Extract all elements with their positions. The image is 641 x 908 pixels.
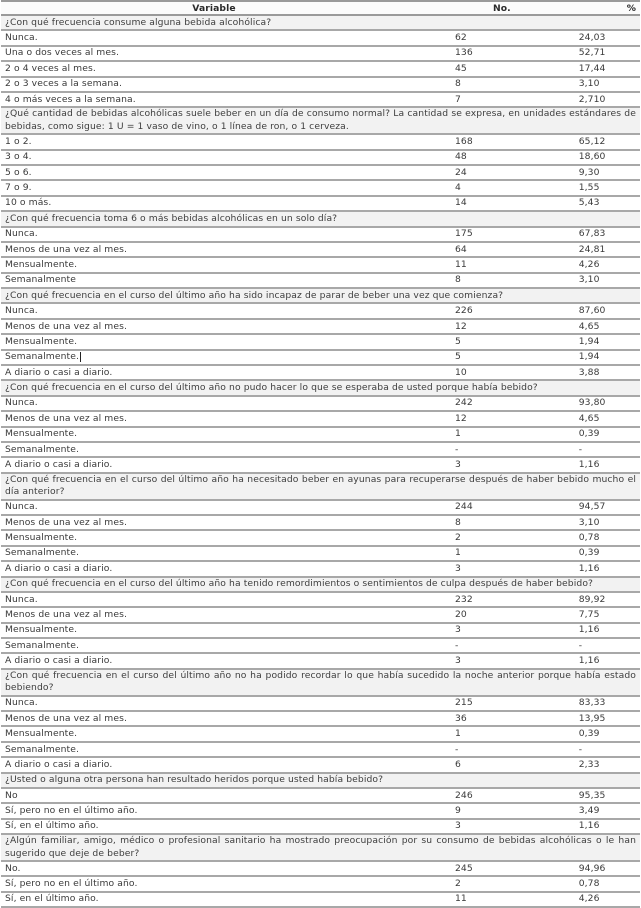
answer-count: 20 [427, 607, 557, 622]
answer-label [1, 257, 427, 272]
answer-count: 3 [427, 623, 557, 638]
answer-label [1, 442, 427, 457]
answer-count: 242 [427, 396, 557, 411]
answer-count: 24 [427, 165, 557, 180]
answer-count: 3 [427, 457, 557, 472]
answer-label [1, 30, 427, 45]
answer-count: 6 [427, 757, 557, 772]
answer-percent: 1,16 [557, 457, 640, 472]
answer-percent: - [557, 442, 640, 457]
answer-label-text: Nunca. [5, 501, 38, 513]
answer-label-text: Sí, en el último año. [5, 820, 99, 832]
answer-percent: 52,71 [557, 46, 640, 61]
answer-percent: - [557, 742, 640, 757]
answer-row [1, 696, 640, 711]
answer-row [1, 92, 640, 107]
answer-count: 11 [427, 257, 557, 272]
answer-label [1, 227, 427, 242]
answer-label-text: 3 o 4. [5, 151, 32, 163]
answer-count: 168 [427, 134, 557, 149]
answer-label [1, 607, 427, 622]
answer-percent: 18,60 [557, 150, 640, 165]
answer-count: 48 [427, 150, 557, 165]
answer-label-text: A diario o casi a diario. [5, 758, 113, 770]
question-text: ¿Con qué frecuencia consume alguna bebida alcohólica? [1, 15, 640, 30]
answer-count: 1 [427, 427, 557, 442]
answer-label [1, 653, 427, 668]
answer-label-text: Una o dos veces al mes. [5, 47, 120, 59]
answer-label-text: 5 o 6. [5, 166, 32, 178]
answer-row [1, 742, 640, 757]
answer-label-text: Nunca. [5, 397, 38, 409]
answer-count: 45 [427, 61, 557, 76]
answer-label-text: Semanalmente [5, 274, 76, 286]
answer-label [1, 623, 427, 638]
answer-label [1, 150, 427, 165]
answer-label-text: Mensualmente. [5, 258, 78, 270]
answer-label-text: Menos de una vez al mes. [5, 712, 127, 724]
answer-label [1, 134, 427, 149]
answer-label-text: Menos de una vez al mes. [5, 243, 127, 255]
answer-percent: 1,94 [557, 334, 640, 349]
answer-row [1, 350, 640, 365]
question-text: ¿Con qué frecuencia toma 6 o más bebidas alcohólicas en un solo día? [1, 211, 640, 226]
answer-count: 246 [427, 788, 557, 803]
answer-percent: - [557, 638, 640, 653]
question-row [1, 211, 640, 226]
answer-label-text: A diario o casi a diario. [5, 366, 113, 378]
answer-label [1, 530, 427, 545]
answer-row [1, 150, 640, 165]
answer-row [1, 500, 640, 515]
question-row [1, 15, 640, 30]
answer-count: 1 [427, 726, 557, 741]
answer-row [1, 515, 640, 530]
answer-label-text: 7 o 9. [5, 182, 32, 194]
answer-count: 4 [427, 180, 557, 195]
answer-percent: 0,39 [557, 546, 640, 561]
answer-count: 215 [427, 696, 557, 711]
question-row [1, 107, 640, 134]
answer-label [1, 546, 427, 561]
survey-results-table [1, 0, 640, 908]
answer-label [1, 196, 427, 211]
answer-label [1, 273, 427, 288]
answer-percent: 3,49 [557, 803, 640, 818]
answer-row [1, 638, 640, 653]
answer-label [1, 638, 427, 653]
answer-label [1, 457, 427, 472]
answer-label-text: Sí, pero no en el último año. [5, 878, 138, 890]
answer-count: 3 [427, 819, 557, 834]
answer-count: 11 [427, 892, 557, 907]
question-row [1, 577, 640, 592]
answer-percent: 3,10 [557, 515, 640, 530]
question-text: ¿Algún familiar, amigo, médico o profesional sanitario ha mostrado preocupación por su consumo de bebidas alcohólicas o le han sugerido que deje de beber? [1, 834, 640, 861]
answer-label [1, 726, 427, 741]
answer-label-text: Menos de una vez al mes. [5, 320, 127, 332]
answer-label-text: Semanalmente. [5, 547, 79, 559]
answer-percent: 87,60 [557, 303, 640, 318]
answer-percent: 4,65 [557, 319, 640, 334]
answer-label-text: Mensualmente. [5, 428, 78, 440]
answer-percent: 2,33 [557, 757, 640, 772]
answer-label-text: 1 o 2. [5, 135, 32, 147]
answer-label-text: Nunca. [5, 593, 38, 605]
answer-percent: 24,03 [557, 30, 640, 45]
answer-count: 8 [427, 273, 557, 288]
answer-row [1, 711, 640, 726]
answer-percent: 1,94 [557, 350, 640, 365]
answer-percent: 1,16 [557, 819, 640, 834]
answer-percent: 89,92 [557, 592, 640, 607]
answer-label [1, 757, 427, 772]
answer-label-text: No. [5, 862, 21, 874]
answer-row [1, 396, 640, 411]
answer-label [1, 61, 427, 76]
answer-percent: 3,10 [557, 77, 640, 92]
answer-count: 226 [427, 303, 557, 318]
answer-row [1, 757, 640, 772]
answer-percent: 4,26 [557, 257, 640, 272]
answer-count: 36 [427, 711, 557, 726]
answer-percent: 0,78 [557, 876, 640, 891]
answer-row [1, 530, 640, 545]
question-text: ¿Con qué frecuencia en el curso del último año ha necesitado beber en ayunas para recuperarse después de haber bebido mucho el día anterior? [1, 473, 640, 500]
question-text: ¿Usted o alguna otra persona han resultado heridos porque usted había bebido? [1, 773, 640, 788]
answer-label-text: Semanalmente. [5, 443, 79, 455]
answer-row [1, 273, 640, 288]
header-variable: Variable [1, 1, 427, 15]
answer-row [1, 257, 640, 272]
answer-count: 3 [427, 561, 557, 576]
answer-percent: 65,12 [557, 134, 640, 149]
answer-label [1, 46, 427, 61]
answer-label [1, 892, 427, 907]
answer-label-text: Semanalmente. [5, 639, 79, 651]
answer-row [1, 653, 640, 668]
answer-count: 245 [427, 861, 557, 876]
answer-label [1, 365, 427, 380]
answer-row [1, 623, 640, 638]
answer-count: 5 [427, 350, 557, 365]
header-pct: % [557, 1, 640, 15]
answer-label [1, 350, 427, 365]
table-body [1, 15, 640, 907]
answer-row [1, 592, 640, 607]
answer-count: 8 [427, 515, 557, 530]
answer-percent: 17,44 [557, 61, 640, 76]
answer-row [1, 607, 640, 622]
answer-percent: 67,83 [557, 227, 640, 242]
answer-row [1, 196, 640, 211]
answer-row [1, 546, 640, 561]
answer-row [1, 876, 640, 891]
question-row [1, 669, 640, 696]
answer-label-text: Nunca. [5, 228, 38, 240]
question-text: ¿Con qué frecuencia en el curso del último año no ha podido recordar lo que había sucedido la noche anterior porque había estado bebiendo? [1, 669, 640, 696]
answer-percent: 13,95 [557, 711, 640, 726]
answer-percent: 94,96 [557, 861, 640, 876]
answer-label [1, 592, 427, 607]
answer-label-text: Sí, pero no en el último año. [5, 805, 138, 817]
answer-count: 9 [427, 803, 557, 818]
answer-percent: 1,16 [557, 623, 640, 638]
answer-label [1, 696, 427, 711]
answer-label-text: Nunca. [5, 697, 38, 709]
answer-label-text: Menos de una vez al mes. [5, 412, 127, 424]
answer-label [1, 411, 427, 426]
answer-percent: 7,75 [557, 607, 640, 622]
answer-percent: 0,78 [557, 530, 640, 545]
answer-percent: 9,30 [557, 165, 640, 180]
answer-percent: 24,81 [557, 242, 640, 257]
answer-row [1, 242, 640, 257]
answer-row [1, 561, 640, 576]
header-no: No. [427, 1, 557, 15]
header-row [1, 1, 640, 15]
question-row [1, 288, 640, 303]
answer-label [1, 788, 427, 803]
answer-label-text: Mensualmente. [5, 728, 78, 740]
question-row [1, 473, 640, 500]
answer-row [1, 365, 640, 380]
answer-row [1, 77, 640, 92]
answer-row [1, 30, 640, 45]
answer-row [1, 334, 640, 349]
answer-count: 1 [427, 546, 557, 561]
answer-count: 62 [427, 30, 557, 45]
question-text: ¿Con qué frecuencia en el curso del último año ha sido incapaz de parar de beber una vez que comienza? [1, 288, 640, 303]
answer-row [1, 442, 640, 457]
answer-label [1, 242, 427, 257]
answer-label-text: Mensualmente. [5, 624, 78, 636]
answer-label-text: Menos de una vez al mes. [5, 608, 127, 620]
answer-count: 244 [427, 500, 557, 515]
answer-row [1, 892, 640, 907]
question-text: ¿Con qué frecuencia en el curso del último año no pudo hacer lo que se esperaba de usted porque había bebido? [1, 380, 640, 395]
answer-count: 5 [427, 334, 557, 349]
answer-label [1, 861, 427, 876]
answer-label [1, 334, 427, 349]
answer-label-text: Semanalmente. [5, 351, 79, 363]
answer-label [1, 515, 427, 530]
answer-percent: 1,16 [557, 653, 640, 668]
answer-label [1, 819, 427, 834]
answer-row [1, 134, 640, 149]
answer-label-text: A diario o casi a diario. [5, 459, 113, 471]
answer-percent: 83,33 [557, 696, 640, 711]
answer-row [1, 46, 640, 61]
answer-row [1, 165, 640, 180]
answer-label-text: A diario o casi a diario. [5, 562, 113, 574]
answer-label [1, 396, 427, 411]
answer-label-text: Mensualmente. [5, 532, 78, 544]
answer-row [1, 726, 640, 741]
answer-percent: 1,55 [557, 180, 640, 195]
answer-label-text: No [5, 789, 18, 801]
answer-count: - [427, 442, 557, 457]
answer-label [1, 77, 427, 92]
question-text: ¿Qué cantidad de bebidas alcohólicas suele beber en un día de consumo normal? La cantidad se expresa, en unidades estándares de bebidas, como sigue: 1 U = 1 vaso de vino, o 1 línea de ron, o 1 cerveza. [1, 107, 640, 134]
answer-label [1, 500, 427, 515]
answer-label [1, 803, 427, 818]
answer-count: 2 [427, 530, 557, 545]
question-row [1, 834, 640, 861]
answer-row [1, 427, 640, 442]
answer-label-text: Nunca. [5, 305, 38, 317]
answer-label [1, 742, 427, 757]
answer-percent: 1,16 [557, 561, 640, 576]
answer-label [1, 319, 427, 334]
answer-count: 8 [427, 77, 557, 92]
answer-row [1, 457, 640, 472]
answer-count: 14 [427, 196, 557, 211]
answer-label-text: Semanalmente. [5, 743, 79, 755]
answer-label-text: 2 o 3 veces a la semana. [5, 78, 123, 90]
answer-percent: 2,710 [557, 92, 640, 107]
answer-count: 64 [427, 242, 557, 257]
answer-percent: 3,88 [557, 365, 640, 380]
answer-count: 12 [427, 319, 557, 334]
answer-count: 232 [427, 592, 557, 607]
answer-row [1, 861, 640, 876]
answer-label-text: 10 o más. [5, 197, 52, 209]
answer-label [1, 165, 427, 180]
answer-label [1, 180, 427, 195]
answer-percent: 94,57 [557, 500, 640, 515]
answer-percent: 4,26 [557, 892, 640, 907]
answer-count: 136 [427, 46, 557, 61]
answer-count: 2 [427, 876, 557, 891]
answer-count: 12 [427, 411, 557, 426]
answer-count: 3 [427, 653, 557, 668]
answer-count: - [427, 742, 557, 757]
answer-percent: 93,80 [557, 396, 640, 411]
answer-row [1, 180, 640, 195]
question-text: ¿Con qué frecuencia en el curso del último año ha tenido remordimientos o sentimientos de culpa después de haber bebido? [1, 577, 640, 592]
answer-row [1, 319, 640, 334]
answer-label-text: Mensualmente. [5, 335, 78, 347]
answer-row [1, 61, 640, 76]
answer-percent: 0,39 [557, 726, 640, 741]
answer-label [1, 427, 427, 442]
answer-row [1, 411, 640, 426]
answer-count: 10 [427, 365, 557, 380]
answer-label [1, 561, 427, 576]
answer-label [1, 303, 427, 318]
answer-percent: 0,39 [557, 427, 640, 442]
answer-row [1, 788, 640, 803]
answer-row [1, 303, 640, 318]
answer-label-text: Nunca. [5, 32, 38, 44]
question-row [1, 380, 640, 395]
answer-row [1, 803, 640, 818]
answer-row [1, 227, 640, 242]
answer-label [1, 876, 427, 891]
answer-label-text: 4 o más veces a la semana. [5, 93, 136, 105]
question-row [1, 773, 640, 788]
answer-percent: 95,35 [557, 788, 640, 803]
answer-count: 7 [427, 92, 557, 107]
answer-percent: 3,10 [557, 273, 640, 288]
answer-label-text: 2 o 4 veces al mes. [5, 62, 96, 74]
answer-label-text: Sí, en el último año. [5, 893, 99, 905]
text-cursor [80, 352, 82, 362]
answer-count: - [427, 638, 557, 653]
answer-count: 175 [427, 227, 557, 242]
answer-label [1, 711, 427, 726]
answer-label [1, 92, 427, 107]
answer-label-text: Menos de una vez al mes. [5, 516, 127, 528]
answer-percent: 4,65 [557, 411, 640, 426]
answer-row [1, 819, 640, 834]
answer-label-text: A diario o casi a diario. [5, 655, 113, 667]
answer-percent: 5,43 [557, 196, 640, 211]
